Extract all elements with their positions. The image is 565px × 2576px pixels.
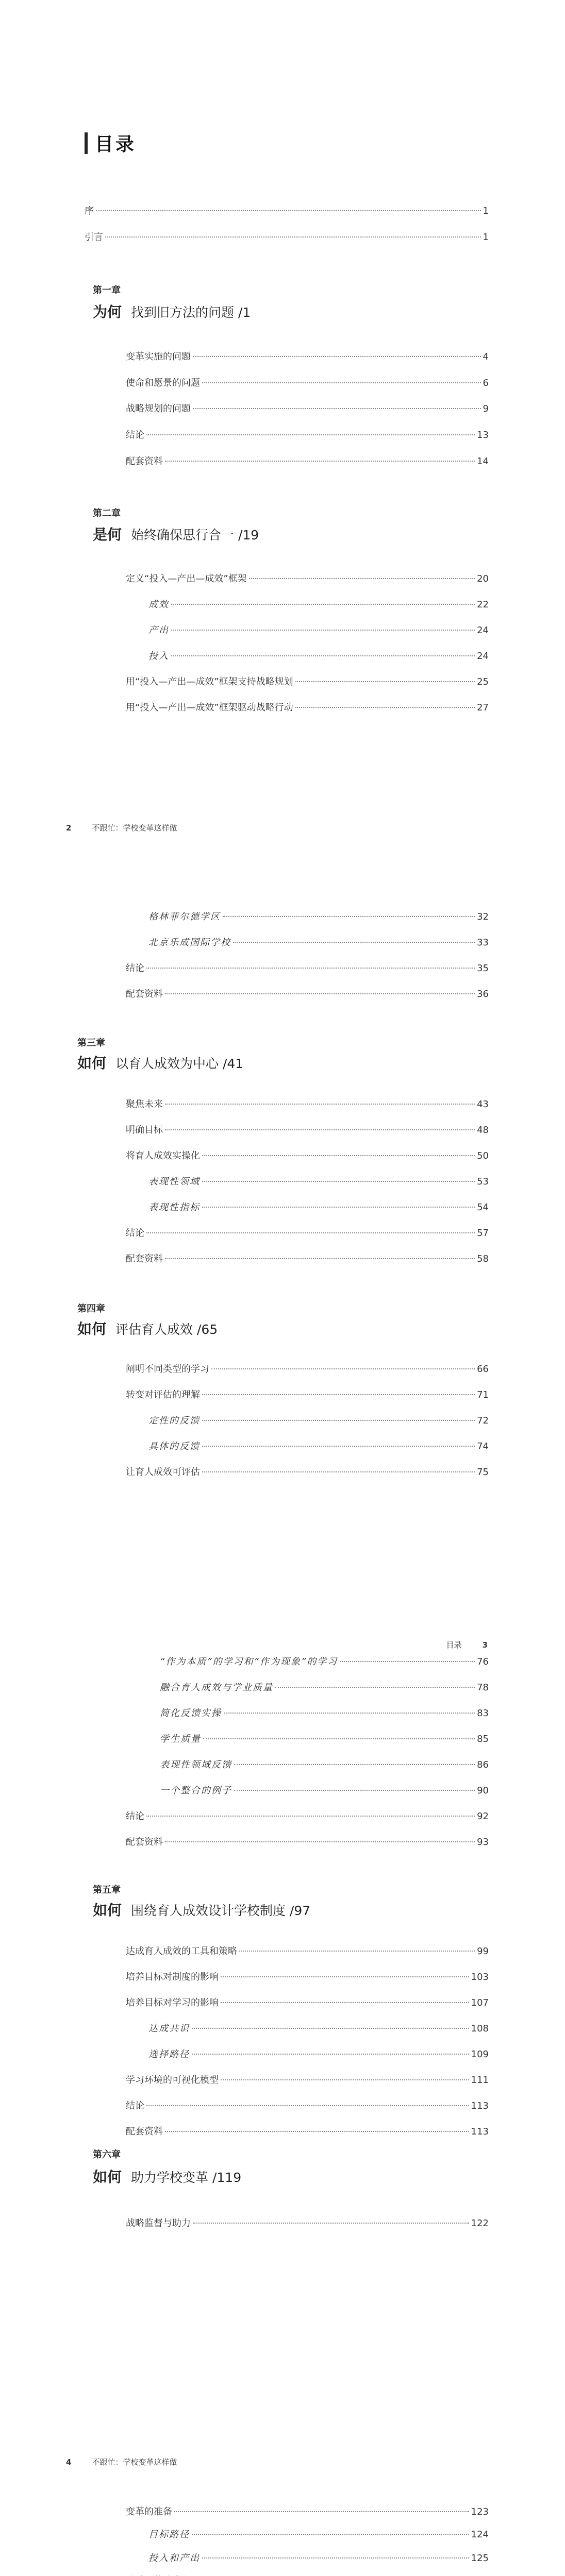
- toc-entry-page: 24: [477, 625, 489, 636]
- toc-entry-text: 结论: [126, 430, 144, 440]
- page-2: [0, 817, 565, 1634]
- toc-leader: [146, 968, 475, 969]
- chapter-6-heading: 助力学校变革 /119: [131, 2170, 242, 2185]
- chapter-1-title[interactable]: [93, 301, 251, 321]
- toc-entry-text: 结论: [126, 2100, 144, 2111]
- toc-leader: [211, 1368, 475, 1369]
- toc-entry[interactable]: [160, 1785, 489, 1797]
- toc-entry[interactable]: [126, 1389, 489, 1401]
- chapter-1-label: 第一章: [93, 285, 121, 296]
- toc-entry[interactable]: [126, 1997, 489, 2009]
- chapter-2-question: 是何: [93, 526, 122, 543]
- toc-entry-text: 配套资料: [126, 456, 163, 467]
- toc-entry[interactable]: [160, 1656, 489, 1668]
- toc-leader: [171, 630, 475, 631]
- toc-entry[interactable]: [126, 702, 489, 714]
- section-title: 目录: [446, 1640, 462, 1650]
- title-bar: [85, 132, 88, 154]
- toc-entry[interactable]: [126, 573, 489, 585]
- toc-leader: [192, 2534, 469, 2535]
- toc-entry-page: 113: [471, 2126, 489, 2137]
- toc-entry-text: 结论: [126, 963, 144, 974]
- page-1: [0, 0, 565, 817]
- running-header: [66, 822, 177, 833]
- toc-entry[interactable]: [126, 2074, 489, 2087]
- chapter-3-label: 第三章: [77, 1038, 105, 1048]
- toc-entry-text: 选择路径: [148, 2049, 190, 2060]
- toc-entry-page: 4: [483, 351, 489, 362]
- toc-entry-text: 达成共识: [148, 2023, 190, 2034]
- toc-entry-text: 表现性领域反馈: [160, 1759, 232, 1770]
- toc-entry[interactable]: [126, 1253, 489, 1265]
- toc-entry-page: 48: [477, 1125, 489, 1136]
- toc-leader: [193, 2223, 469, 2224]
- toc-entry-text: 具体的反馈: [148, 1441, 200, 1452]
- toc-entry-introduction[interactable]: [85, 231, 489, 244]
- toc-entry-text: 配套资料: [126, 2126, 163, 2137]
- toc-leader: [193, 356, 481, 357]
- chapter-3-heading: 以育人成效为中心 /41: [115, 1056, 244, 1071]
- toc-leader: [233, 942, 475, 943]
- chapter-1-heading: 找到旧方法的问题 /1: [131, 305, 251, 320]
- toc-entry-text: 目标路径: [148, 2529, 190, 2540]
- toc-entry[interactable]: [148, 1440, 489, 1453]
- toc-entry[interactable]: [148, 2048, 489, 2061]
- chapter-1-question: 为何: [93, 303, 122, 320]
- toc-entry[interactable]: [126, 429, 489, 442]
- toc-entry[interactable]: [126, 1363, 489, 1376]
- toc-entry-page: 32: [477, 911, 489, 922]
- toc-entry-text: 结论: [126, 1811, 144, 1822]
- toc-entry-page: 43: [477, 1099, 489, 1110]
- toc-entry-page: 1: [483, 232, 489, 243]
- toc-entry[interactable]: [160, 1733, 489, 1745]
- doc-title-text: 目录: [95, 134, 137, 155]
- toc-leader: [192, 2028, 469, 2029]
- toc-leader: [202, 1181, 475, 1182]
- toc-entry-page: 14: [477, 456, 489, 467]
- toc-entry-page: 109: [471, 2049, 489, 2060]
- toc-leader: [146, 2105, 469, 2106]
- toc-leader: [224, 1713, 475, 1714]
- toc-entry-text: 融合育人成效与学业质量: [160, 1682, 273, 1693]
- toc-entry-page: 74: [477, 1441, 489, 1452]
- toc-entry[interactable]: [148, 1201, 489, 1214]
- toc-entry[interactable]: [126, 988, 489, 1001]
- toc-leader: [165, 993, 475, 994]
- toc-leader: [146, 1232, 475, 1233]
- toc-entry-text: 成效: [148, 599, 169, 610]
- chapter-3-title[interactable]: [77, 1052, 243, 1073]
- toc-entry-text: 变革的准备: [126, 2506, 172, 2517]
- toc-entry-text: 配套资料: [126, 1253, 163, 1264]
- toc-entry-page: 103: [471, 1972, 489, 1982]
- page-number: 2: [66, 823, 72, 833]
- toc-entry-page: 24: [477, 651, 489, 662]
- page-number: 3: [482, 1640, 488, 1650]
- toc-entry-page: 1: [483, 206, 489, 216]
- toc-entry[interactable]: [126, 1098, 489, 1111]
- page-3: [0, 1634, 565, 2451]
- toc-entry-page: 113: [471, 2100, 489, 2111]
- toc-entry-page: 20: [477, 573, 489, 584]
- toc-entry-page: 66: [477, 1364, 489, 1375]
- toc-entry-page: 92: [477, 1811, 489, 1822]
- toc-entry[interactable]: [126, 1836, 489, 1849]
- toc-entry-text: 培养目标对学习的影响: [126, 1997, 219, 2008]
- toc-leader: [203, 1738, 475, 1739]
- toc-entry-page: 6: [483, 378, 489, 388]
- toc-leader: [165, 1129, 475, 1130]
- toc-entry-page: 78: [477, 1682, 489, 1693]
- toc-leader: [171, 655, 475, 656]
- toc-entry-text: 一个整合的例子: [160, 1785, 232, 1796]
- toc-entry-text: 结论: [126, 1228, 144, 1239]
- toc-entry[interactable]: [126, 2217, 489, 2230]
- toc-entry-page: 58: [477, 1253, 489, 1264]
- toc-entry-page: 83: [477, 1708, 489, 1719]
- toc-entry-page: 25: [477, 676, 489, 687]
- toc-entry-text: 产出: [148, 625, 169, 636]
- chapter-6-question: 如何: [93, 2168, 122, 2185]
- toc-entry-text: 学生质量: [160, 1734, 201, 1744]
- toc-entry[interactable]: [126, 1971, 489, 1984]
- toc-entry-page: 93: [477, 1837, 489, 1848]
- toc-entry[interactable]: [126, 2126, 489, 2138]
- toc-entry-text: 学习环境的可视化模型: [126, 2075, 219, 2086]
- page-4: [0, 2451, 565, 2576]
- toc-entry-text: 配套资料: [126, 989, 163, 999]
- toc-entry-text: 格林菲尔德学区: [148, 911, 221, 922]
- toc-entry-page: 90: [477, 1785, 489, 1796]
- chapter-4-question: 如何: [77, 1320, 107, 1337]
- toc-entry-page: 99: [477, 1946, 489, 1957]
- toc-entry-text: 投入: [148, 651, 169, 662]
- toc-entry[interactable]: [126, 1945, 489, 1958]
- toc-leader: [221, 2079, 469, 2080]
- toc-entry-text: 转变对评估的理解: [126, 1389, 200, 1400]
- running-header: [66, 2456, 177, 2467]
- toc-entry-text: 培养目标对制度的影响: [126, 1972, 219, 1982]
- toc-entry-page: 35: [477, 963, 489, 974]
- toc-entry-page: 57: [477, 1228, 489, 1239]
- toc-leader: [105, 236, 481, 238]
- toc-entry-page: 123: [471, 2506, 489, 2517]
- toc-entry[interactable]: [148, 937, 489, 949]
- toc-entry-text: 简化反馈实操: [160, 1708, 222, 1719]
- toc-leader: [146, 434, 475, 435]
- toc-entry[interactable]: [126, 1810, 489, 1823]
- toc-leader: [340, 1661, 475, 1662]
- toc-entry-page: 85: [477, 1734, 489, 1744]
- toc-leader: [223, 916, 475, 917]
- chapter-5-question: 如何: [93, 1902, 122, 1919]
- toc-entry-page: 108: [471, 2023, 489, 2034]
- toc-entry-text: 让育人成效可评估: [126, 1467, 200, 1478]
- toc-entry-text: 明确目标: [126, 1125, 163, 1136]
- toc-entry[interactable]: [148, 1415, 489, 1427]
- toc-leader: [234, 1764, 475, 1765]
- toc-entry[interactable]: [126, 2506, 489, 2518]
- toc-entry[interactable]: [126, 1150, 489, 1162]
- toc-leader: [202, 1207, 475, 1208]
- page-number: 4: [66, 2458, 72, 2467]
- toc-entry-text: 达成育人成效的工具和策略: [126, 1946, 237, 1957]
- toc-leader: [202, 1394, 475, 1395]
- toc-entry-text: 引言: [85, 232, 103, 243]
- toc-entry-text: 将育人成效实操化: [126, 1150, 200, 1161]
- toc-entry[interactable]: [126, 1227, 489, 1240]
- toc-entry-page: 125: [471, 2553, 489, 2564]
- toc-leader: [165, 2131, 469, 2132]
- toc-entry[interactable]: [126, 455, 489, 468]
- toc-entry-page: 122: [471, 2218, 489, 2229]
- toc-leader: [192, 2054, 469, 2055]
- toc-leader: [202, 1155, 475, 1156]
- chapter-6-label: 第六章: [93, 2149, 121, 2160]
- toc-leader: [221, 2002, 469, 2003]
- toc-leader: [165, 1104, 475, 1105]
- toc-entry-text: 序: [85, 206, 94, 216]
- toc-entry[interactable]: [126, 1124, 489, 1137]
- toc-leader: [202, 2557, 469, 2558]
- chapter-2-heading: 始终确保思行合一 /19: [131, 528, 259, 543]
- chapter-3-question: 如何: [77, 1055, 107, 1072]
- toc-entry-preface[interactable]: [85, 205, 489, 217]
- toc-entry[interactable]: [148, 650, 489, 663]
- toc-entry-text: 使命和愿景的问题: [126, 378, 200, 388]
- toc-entry-page: 22: [477, 599, 489, 610]
- toc-leader: [96, 210, 481, 211]
- toc-entry-text: “作为本质”的学习和“作为现象”的学习: [160, 1656, 338, 1667]
- toc-leader: [275, 1687, 475, 1688]
- toc-entry-text: 投入和产出: [148, 2553, 200, 2564]
- toc-entry-text: 阐明不同类型的学习: [126, 1364, 209, 1375]
- toc-entry-text: 战略规划的问题: [126, 403, 191, 414]
- toc-entry[interactable]: [148, 599, 489, 611]
- toc-entry[interactable]: [148, 1176, 489, 1188]
- toc-entry-text: 变革实施的问题: [126, 351, 191, 362]
- toc-leader: [202, 382, 481, 383]
- toc-leader: [202, 1446, 475, 1447]
- toc-entry-page: 72: [477, 1415, 489, 1426]
- toc-leader: [171, 604, 475, 605]
- toc-entry-page: 111: [471, 2075, 489, 2086]
- toc-entry-page: 76: [477, 1656, 489, 1667]
- toc-leader: [295, 707, 475, 708]
- toc-entry[interactable]: [160, 1682, 489, 1694]
- toc-entry[interactable]: [126, 676, 489, 688]
- toc-entry-page: 13: [477, 430, 489, 440]
- toc-leader: [165, 1841, 475, 1842]
- book-title: 不跟忙：学校变革这样做: [92, 823, 177, 833]
- toc-leader: [295, 681, 475, 682]
- toc-entry-page: 54: [477, 1202, 489, 1213]
- toc-entry-page: 36: [477, 989, 489, 999]
- chapter-5-title[interactable]: [93, 1899, 310, 1920]
- toc-entry-page: 27: [477, 702, 489, 713]
- toc-entry[interactable]: [160, 1759, 489, 1771]
- toc-leader: [165, 461, 475, 462]
- chapter-2-label: 第二章: [93, 508, 121, 519]
- toc-entry[interactable]: [148, 2023, 489, 2035]
- toc-entry-page: 33: [477, 937, 489, 948]
- toc-entry[interactable]: [126, 1466, 489, 1479]
- toc-leader: [202, 1471, 475, 1472]
- toc-leader: [174, 2511, 469, 2512]
- toc-entry[interactable]: [126, 351, 489, 363]
- toc-entry[interactable]: [148, 911, 489, 923]
- toc-entry[interactable]: [126, 2100, 489, 2112]
- toc-leader: [202, 1420, 475, 1421]
- toc-entry-text: 定义“投入—产出—成效”框架: [126, 573, 247, 584]
- toc-leader: [234, 1790, 475, 1791]
- toc-entry-page: 124: [471, 2529, 489, 2540]
- toc-entry-text: 用“投入—产出—成效”框架驱动战略行动: [126, 702, 293, 713]
- chapter-4-title[interactable]: [77, 1318, 218, 1338]
- running-header: [446, 1639, 488, 1650]
- toc-entry-text: 配套资料: [126, 1837, 163, 1848]
- toc-entry[interactable]: [148, 2529, 489, 2541]
- toc-leader: [239, 1951, 475, 1952]
- toc-leader: [221, 1976, 469, 1977]
- toc-entry-text: 聚焦未来: [126, 1099, 163, 1110]
- toc-entry-text: 表现性指标: [148, 1202, 200, 1213]
- chapter-4-heading: 评估育人成效 /65: [115, 1322, 218, 1337]
- chapter-4-label: 第四章: [77, 1303, 105, 1314]
- toc-entry-page: 71: [477, 1389, 489, 1400]
- toc-leader: [193, 408, 481, 409]
- toc-entry-text: 表现性领域: [148, 1176, 200, 1187]
- toc-entry[interactable]: [126, 377, 489, 389]
- toc-leader: [165, 1258, 475, 1259]
- toc-entry-text: 北京乐成国际学校: [148, 937, 231, 948]
- toc-entry[interactable]: [126, 962, 489, 975]
- toc-entry[interactable]: [148, 2552, 489, 2565]
- toc-entry[interactable]: [126, 403, 489, 415]
- toc-entry-page: 9: [483, 403, 489, 414]
- toc-leader: [146, 1816, 475, 1817]
- toc-entry-text: 定性的反馈: [148, 1415, 200, 1426]
- toc-leader: [249, 578, 475, 579]
- toc-entry-page: 53: [477, 1176, 489, 1187]
- chapter-5-heading: 围绕育人成效设计学校制度 /97: [131, 1903, 311, 1918]
- toc-entry-text: 用“投入—产出—成效”框架支持战略规划: [126, 676, 293, 687]
- chapter-5-label: 第五章: [93, 1885, 121, 1895]
- toc-entry-page: 75: [477, 1467, 489, 1478]
- book-title: 不跟忙：学校变革这样做: [92, 2458, 177, 2467]
- chapter-6-title[interactable]: [93, 2166, 241, 2187]
- doc-title: [85, 130, 136, 156]
- toc-entry[interactable]: [148, 624, 489, 637]
- chapter-2-title[interactable]: [93, 523, 259, 544]
- toc-entry-text: 战略监督与助力: [126, 2218, 191, 2229]
- toc-entry-page: 107: [471, 1997, 489, 2008]
- toc-entry[interactable]: [160, 1707, 489, 1720]
- toc-entry-page: 86: [477, 1759, 489, 1770]
- toc-entry-page: 50: [477, 1150, 489, 1161]
